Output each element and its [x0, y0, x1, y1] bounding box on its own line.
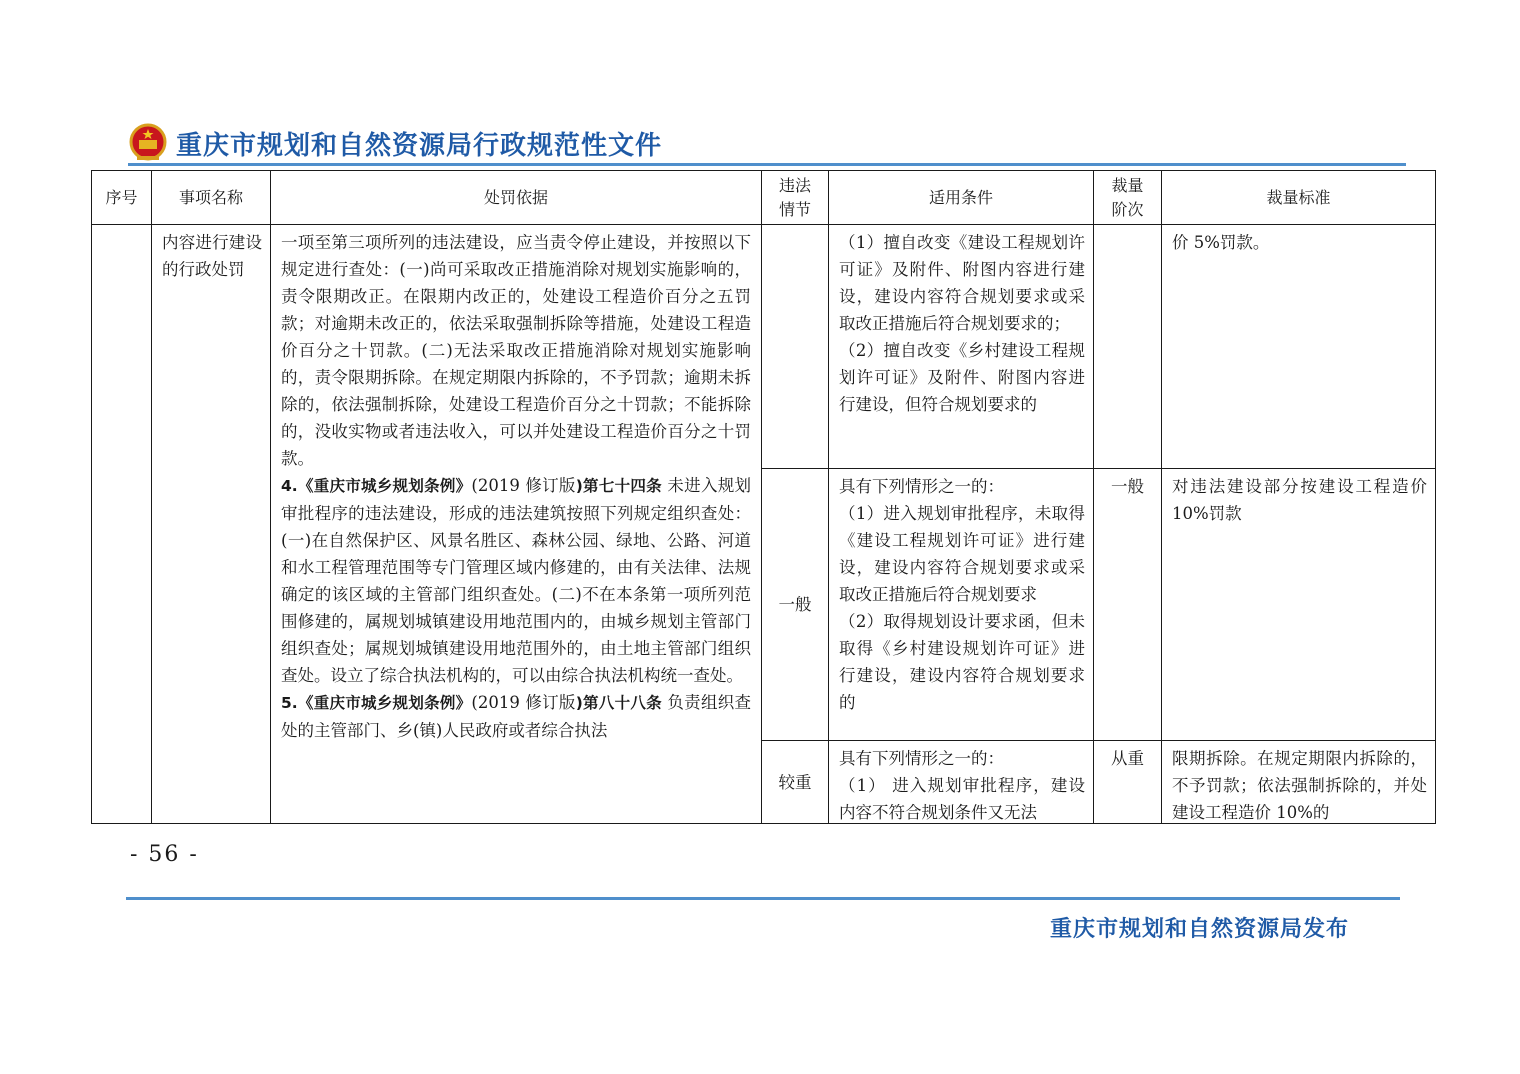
law-4-version: (2019 修订版	[471, 476, 576, 495]
law-5-text: 负责组织查处的主管部门、乡(镇)人民政府或者综合执法	[281, 693, 751, 740]
law-4-title: 4.《重庆市城乡规划条例》	[281, 477, 472, 495]
law-5-article: )第八十八条	[575, 694, 662, 712]
header-cell: 处罚依据	[271, 171, 762, 225]
footer-publisher: 重庆市规划和自然资源局发布	[1050, 917, 1350, 942]
condition-text: （1）擅自改变《建设工程规划许可证》及附件、附图内容进行建设，建设内容符合规划要求或采取改正措施后符合规划要求的； （2）擅自改变《乡村建设工程规划许可证》及附件、附图内容进行建设，但符合规划要求的	[839, 233, 1085, 414]
standard-cell	[1162, 741, 1436, 824]
standard-text: 限期拆除。在规定期限内拆除的，不予罚款；依法强制拆除的，并处建设工程造价 10%的	[1172, 749, 1427, 822]
item-name-cell	[152, 225, 271, 824]
law-4-article: )第七十四条	[575, 477, 662, 495]
condition-text: 具有下列情形之一的： （1） 进入规划审批程序，建设内容不符合规划条件又无法	[839, 749, 1085, 822]
table-header-row	[92, 171, 1436, 225]
standard-text: 对违法建设部分按建设工程造价 10%罚款	[1172, 477, 1427, 523]
header-cell: 适用条件	[829, 171, 1094, 225]
law-4-text: 未进入规划审批程序的违法建设，形成的违法建筑按照下列规定组织查处：(一)在自然保护区、风景名胜区、森林公园、绿地、公路、河道和水工程管理范围等专门管理区域内修建的，由有关法律、法规确定的该区域的主管部门组织查处。(二)不在本条第一项所列范围修建的，属规划城镇建设用地范围内的，由城乡规划主管部门组织查处；属规划城镇建设用地范围外的，由土地主管部门组织查处。设立了综合执法机构的，可以由综合执法机构统一查处。	[281, 476, 751, 685]
standard-cell	[1162, 225, 1436, 469]
serial-cell	[92, 225, 152, 824]
condition-cell	[829, 741, 1094, 824]
law-5-title: 5.《重庆市城乡规划条例》	[281, 694, 472, 712]
item-name: 内容进行建设的行政处罚	[162, 233, 262, 279]
page-number: - 56 -	[130, 842, 199, 867]
circumstance-cell	[762, 225, 829, 469]
condition-text: 具有下列情形之一的： （1）进入规划审批程序，未取得《建设工程规划许可证》进行建设，建设内容符合规划要求或采取改正措施后符合规划要求 （2）取得规划设计要求函，但未取得《乡村建设规划许可证》进行建设，建设内容符合规划要求的	[839, 477, 1085, 712]
header-cell: 序号	[92, 171, 152, 225]
header-cell: 违法 情节	[762, 171, 829, 225]
header-rule	[128, 163, 1406, 166]
header-cell: 裁量标准	[1162, 171, 1436, 225]
table-row	[92, 225, 1436, 469]
legal-basis-cell	[271, 225, 762, 824]
header-cell: 事项名称	[152, 171, 271, 225]
law-text-1: 一项至第三项所列的违法建设，应当责令停止建设，并按照以下规定进行查处：(一)尚可采取改正措施消除对规划实施影响的，责令限期改正。在限期内改正的，处建设工程造价百分之五罚款；对逾期未改正的，依法采取强制拆除等措施，处建设工程造价百分之十罚款。(二)无法采取改正措施消除对规划实施影响的，责令限期拆除。在规定期限内拆除的，不予罚款；逾期未拆除的，依法强制拆除，处建设工程造价百分之十罚款；不能拆除的，没收实物或者违法收入，可以并处建设工程造价百分之十罚款。	[281, 233, 751, 468]
level-cell: 一般	[1094, 469, 1162, 741]
standard-text: 价 5%罚款。	[1172, 233, 1270, 252]
condition-cell	[829, 225, 1094, 469]
level-cell: 从重	[1094, 741, 1162, 824]
footer-rule	[126, 897, 1400, 900]
legal-basis-text	[271, 225, 761, 744]
penalty-table	[91, 170, 1436, 824]
condition-cell	[829, 469, 1094, 741]
document-header	[128, 120, 662, 166]
national-emblem-icon	[128, 123, 168, 163]
circumstance-cell: 较重	[762, 741, 829, 824]
circumstance-cell: 一般	[762, 469, 829, 741]
header-title: 重庆市规划和自然资源局行政规范性文件	[176, 130, 663, 161]
header-cell: 裁量 阶次	[1094, 171, 1162, 225]
level-cell	[1094, 225, 1162, 469]
standard-cell	[1162, 469, 1436, 741]
law-5-version: (2019 修订版	[471, 693, 576, 712]
